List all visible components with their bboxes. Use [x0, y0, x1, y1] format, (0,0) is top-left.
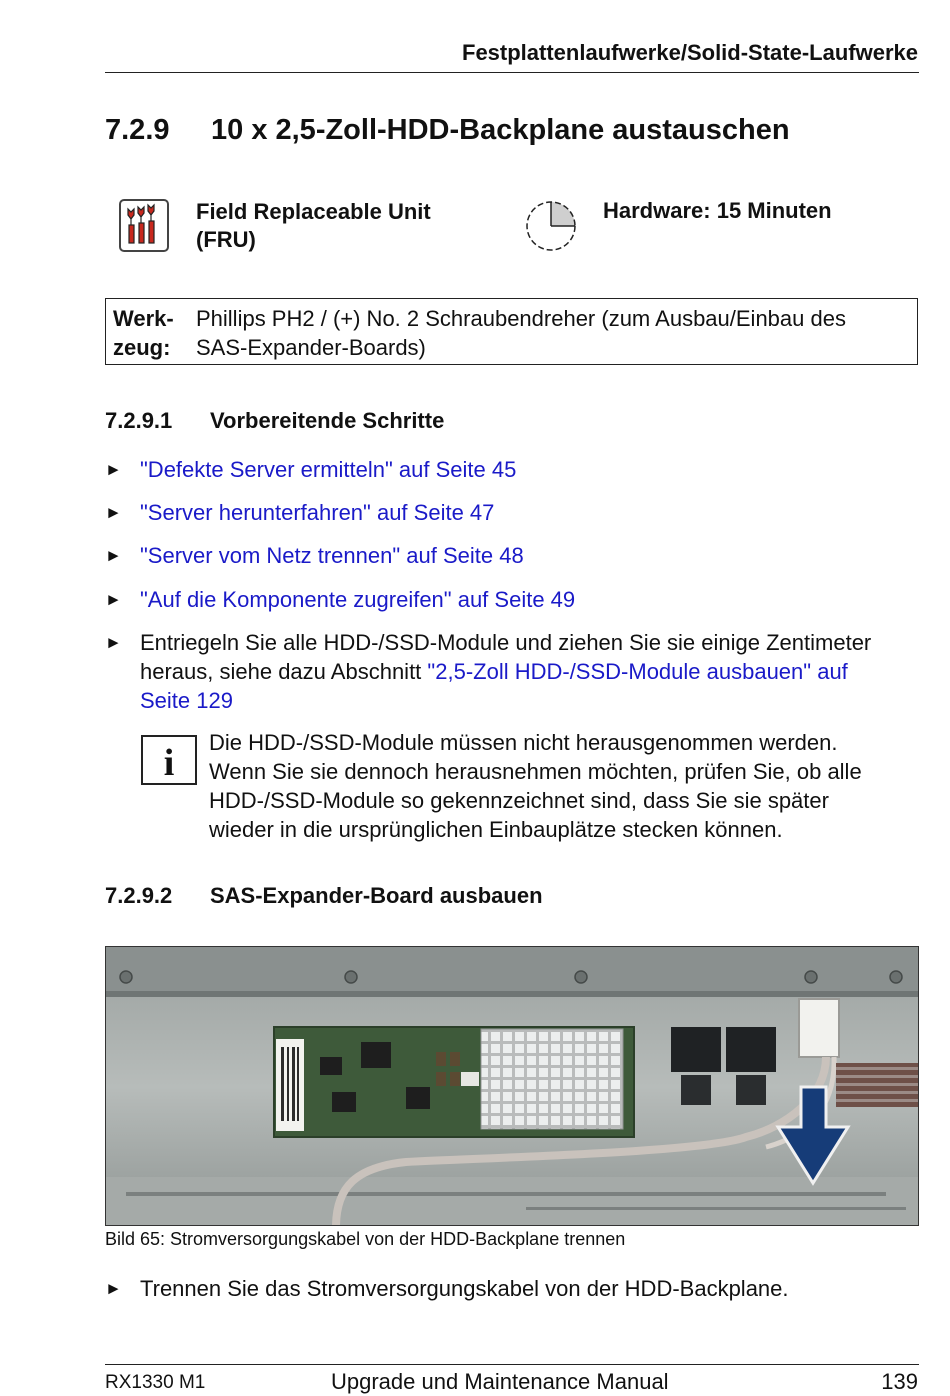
header-rule [105, 72, 919, 73]
note-line2: Wenn Sie sie dennoch herausnehmen möchten, prüfen Sie, ob alle [209, 759, 862, 784]
list-item [105, 628, 920, 715]
figure-photo [105, 946, 919, 1226]
subsection-title-text-2: SAS-Expander-Board ausbauen [210, 883, 543, 908]
step5-link-page[interactable]: Seite 129 [140, 688, 233, 713]
running-header: Festplattenlaufwerke/Solid-State-Laufwerke [462, 40, 918, 65]
section-number: 7.2.9 [105, 114, 170, 146]
note-line1: Die HDD-/SSD-Module müssen nicht herausgenommen werden. [209, 730, 838, 755]
list-item [105, 541, 920, 570]
step-link-4[interactable]: "Auf die Komponente zugreifen" auf Seite 49 [140, 587, 576, 612]
step5-line2-text: heraus, siehe dazu Abschnitt [140, 659, 428, 684]
figure-caption: Bild 65: Stromversorgungskabel von der HDD-Backplane trennen [105, 1229, 626, 1249]
subsection-title-1 [105, 408, 444, 434]
section-title [105, 114, 790, 147]
step5-link[interactable]: "2,5-Zoll HDD-/SSD-Module ausbauen" auf [427, 659, 848, 684]
fru-label-line1: Field Replaceable Unit [196, 199, 431, 224]
clock-icon [524, 199, 578, 253]
tools-box [105, 298, 918, 365]
list-item [105, 1274, 920, 1303]
time-label: Hardware: 15 Minuten [603, 198, 832, 223]
tools-key-line2: zeug: [113, 335, 171, 360]
bullet-arrow-icon: ► [105, 503, 122, 522]
list-item [105, 585, 920, 614]
tools-value-line1: Phillips PH2 / (+) No. 2 Schraubendreher (zum Ausbau/Einbau des [196, 306, 846, 331]
tools-key [113, 304, 193, 362]
subsection-title-2 [105, 883, 543, 909]
tools-value [196, 304, 906, 362]
fru-tools-icon [119, 199, 169, 252]
step5-line1: Entriegeln Sie alle HDD-/SSD-Module und ziehen Sie sie einige Zentimeter [140, 630, 872, 655]
svg-text:i: i [163, 742, 175, 784]
step-link-1[interactable]: "Defekte Server ermitteln" auf Seite 45 [140, 457, 517, 482]
section-title-text: 10 x 2,5-Zoll-HDD-Backplane austauschen [211, 114, 790, 146]
footer-manual-title: Upgrade und Maintenance Manual [331, 1369, 669, 1394]
bullet-arrow-icon: ► [105, 546, 122, 565]
subsection-number-2: 7.2.9.2 [105, 883, 173, 908]
step-text-5 [140, 628, 920, 715]
footer-model: RX1330 M1 [105, 1372, 206, 1393]
note-line4: wieder in die ursprünglichen Einbauplätze stecken können. [209, 817, 783, 842]
list-item [105, 498, 920, 527]
bullet-arrow-icon: ► [105, 1279, 122, 1298]
fru-label-line2: (FRU) [196, 227, 256, 252]
footer-rule [105, 1364, 919, 1365]
note-line3: HDD-/SSD-Module so gekennzeichnet sind, dass Sie sie später [209, 788, 829, 813]
info-icon [141, 735, 197, 785]
info-note [209, 728, 909, 844]
bullet-arrow-icon: ► [105, 460, 122, 479]
step-link-3[interactable]: "Server vom Netz trennen" auf Seite 48 [140, 543, 524, 568]
bullet-arrow-icon: ► [105, 590, 122, 609]
subsection-number-1: 7.2.9.1 [105, 408, 173, 433]
tools-value-line2: SAS-Expander-Boards) [196, 335, 426, 360]
page-number: 139 [881, 1369, 918, 1394]
fru-label [196, 198, 431, 254]
final-step-text: Trennen Sie das Stromversorgungskabel von der HDD-Backplane. [140, 1276, 789, 1301]
bullet-arrow-icon: ► [105, 633, 122, 652]
step-link-2[interactable]: "Server herunterfahren" auf Seite 47 [140, 500, 495, 525]
tools-key-line1: Werk- [113, 306, 174, 331]
list-item [105, 455, 920, 484]
subsection-title-text-1: Vorbereitende Schritte [210, 408, 445, 433]
